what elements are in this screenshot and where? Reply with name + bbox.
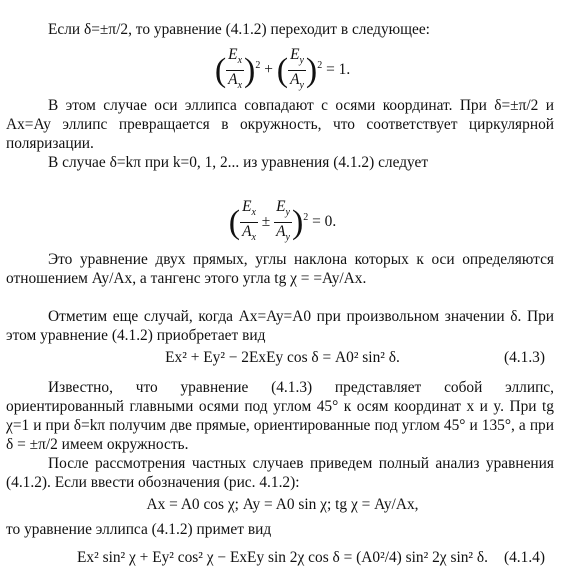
equation-5-text: Ex² sin² χ + Ey² cos² χ − ExEy sin 2χ cos δ = (A0²/4) sin² 2χ sin² δ. [77, 549, 488, 566]
paragraph-7: После рассмотрения частных случаев приведем полный анализ уравнения (4.1.2). Если ввести обозначения (рис. 4.1.2): [6, 455, 554, 491]
paragraph-4: Это уравнение двух прямых, углы наклона которых к оси определяются отношением Ay/Ax, а тангенс этого угла tg χ = =Ay/Ax. [6, 251, 554, 287]
paragraph-1: Если δ=±π/2, то уравнение (4.1.2) переходит в следующее: [48, 21, 430, 38]
paragraph-3: В случае δ=kπ при k=0, 1, 2... из уравнения (4.1.2) следует [48, 154, 429, 171]
equation-3-text: Ex² + Ey² − 2ExEy cos δ = A0² sin² δ. [165, 349, 400, 366]
equation-5 [0, 548, 565, 567]
equation-2: ( $\frac{E_x}{A_x}$ ± $\frac{E_y}{A_y}$ )$^2$ = 0. [228, 198, 337, 244]
equation-4: Ax = A0 cos χ; Ay = A0 sin χ; tg χ = Ay/Ax, [146, 496, 419, 513]
paragraph-2: В этом случае оси эллипса совпадают с осями координат. При δ=±π/2 и Ax=Ay эллипс превращается в окружность, что соответствует циркулярной поляризации. [6, 97, 554, 152]
equation-5-number: (4.1.4) [503, 549, 545, 566]
equation-3-number: (4.1.3) [503, 349, 545, 366]
paragraph-5: Отметим еще случай, когда Ax=Ay=A0 при произвольном значении δ. При этом уравнение (4.1.2) приобретает вид [6, 308, 554, 344]
paragraph-8: то уравнение эллипса (4.1.2) примет вид [6, 521, 272, 538]
paragraph-6: Известно, что уравнение (4.1.3) представляет собой эллипс, ориентированный главными осями под углом 45° к осям координат x и y. При tg χ=1 и при δ=kπ получим две прямые, ориентированные под углом 45° и 135°, а при δ = ±π/2 имеем окружность. [6, 379, 554, 453]
equation-3 [0, 348, 565, 367]
equation-1: ( $\frac{E_x}{A_x}$ )$^2$ + ( $\frac{E_y}{A_y}$ )$^2$ = 1. [214, 46, 351, 92]
